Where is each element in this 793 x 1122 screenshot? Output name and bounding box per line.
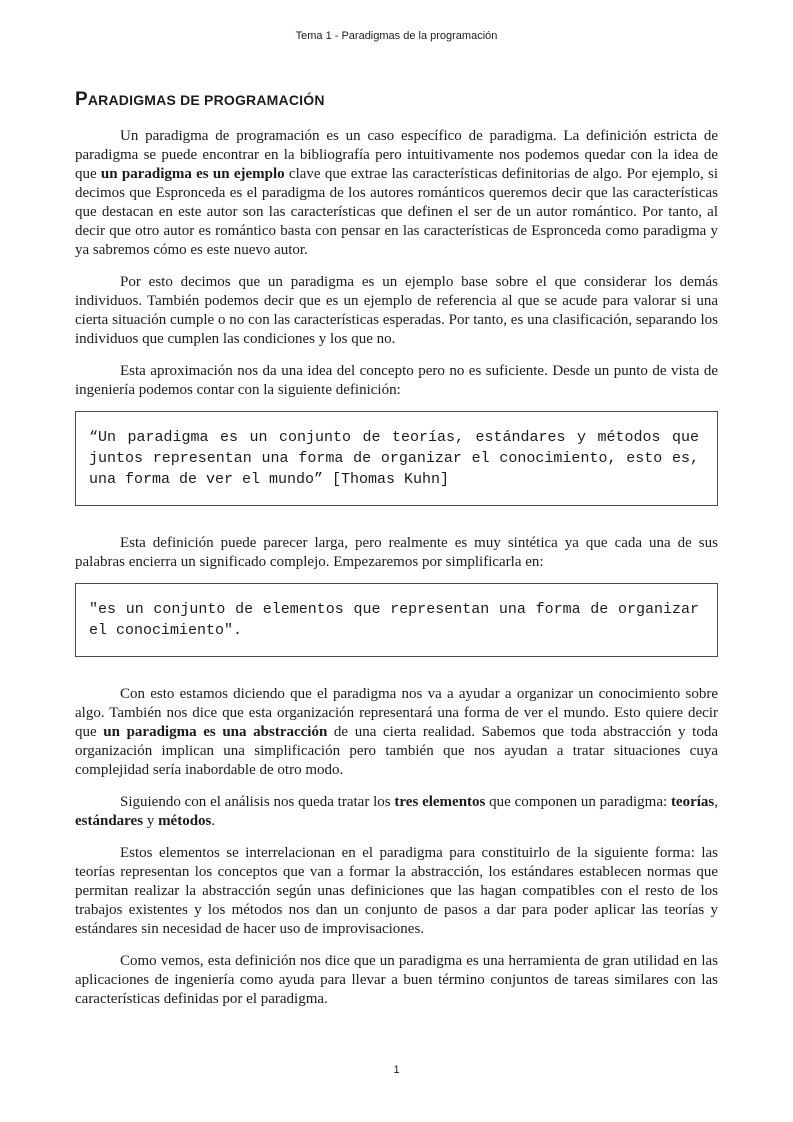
paragraph-intro-paradigma: Un paradigma de programación es un caso específico de paradigma. La definición estricta de paradigma se puede encontrar en la bibliografía pero intuitivamente nos podemos quedar con la idea de que un paradigma es un ejemplo clave que extrae las características definitorias de algo. Por ejemplo, si decimos que Espronceda es el paradigma de los autores románticos queremos decir que las características que destacan en este autor son las características que definen el ser de un autor romántico. Por tanto, al decir que otro autor es romántico basta con pensar en las características de Espronceda como paradigma y ya sabremos cómo es este nuevo autor. (75, 128, 718, 258)
page-title-rest: ARADIGMAS DE PROGRAMACIÓN (87, 92, 325, 108)
paragraph-definicion-larga: Esta definición puede parecer larga, pero realmente es muy sintética ya que cada una de sus palabras encierra un significado complejo. Empezaremos por simplificarla en: (75, 535, 718, 570)
quote-box-simplificada (75, 583, 718, 657)
paragraph-tres-elementos: Siguiendo con el análisis nos queda tratar los tres elementos que componen un paradigma: teorías, estándares y métodos. (75, 794, 719, 829)
paragraph-interrelacion: Estos elementos se interrelacionan en el paradigma para constituirlo de la siguiente forma: las teorías representan los conceptos que van a formar la abstracción, los estándares establecen normas que permitan realizar la abstracción según unas definiciones que las hagan compatibles con el resto de los trabajos existentes y los métodos nos dan un conjunto de pasos a dar para poder aplicar las teorías y estándares sin necesidad de hacer uso de improvisaciones. (75, 845, 718, 937)
page-title-initial: P (75, 89, 88, 110)
page-number: 1 (393, 1064, 400, 1076)
paragraph-ejemplo-base: Por esto decimos que un paradigma es un ejemplo base sobre el que considerar los demás individuos. También podemos decir que es un ejemplo de referencia al que se acude para valorar si una cierta situación cumple o no con las características esperadas. Por tanto, es una clasificación, separando los individuos que cumplen las condiciones y los que no. (75, 274, 718, 347)
quote-box-thomas-kuhn (75, 411, 718, 506)
paragraph-aproximacion: Esta aproximación nos da una idea del concepto pero no es suficiente. Desde un punto de vista de ingeniería podemos contar con la siguiente definición: (75, 363, 718, 398)
running-header: Tema 1 - Paradigmas de la programación (295, 30, 498, 42)
quote-text-thomas-kuhn: “Un paradigma es un conjunto de teorías, estándares y métodos que juntos representan una forma de organizar el conocimiento, esto es, una forma de ver el mundo” [Thomas Kuhn] (89, 429, 699, 488)
document-body (75, 83, 718, 1009)
page-title (75, 83, 718, 111)
paragraph-conclusion: Como vemos, esta definición nos dice que un paradigma es una herramienta de gran utilidad en las aplicaciones de ingeniería como ayuda para llevar a buen término conjuntos de tareas similares con las características definidas por el paradigma. (75, 953, 718, 1007)
paragraph-abstraccion: Con esto estamos diciendo que el paradigma nos va a ayudar a organizar un conocimiento sobre algo. También nos dice que esta organización representará una forma de ver el mundo. Esto quiere decir que un paradigma es una abstracción de una cierta realidad. Sabemos que toda abstracción y toda organización implican una simplificación pero también que nos ayudan a tratar situaciones cuya complejidad sería inabordable de otro modo. (75, 686, 718, 778)
quote-text-simplificada: "es un conjunto de elementos que representan una forma de organizar el conocimiento". (89, 601, 699, 639)
